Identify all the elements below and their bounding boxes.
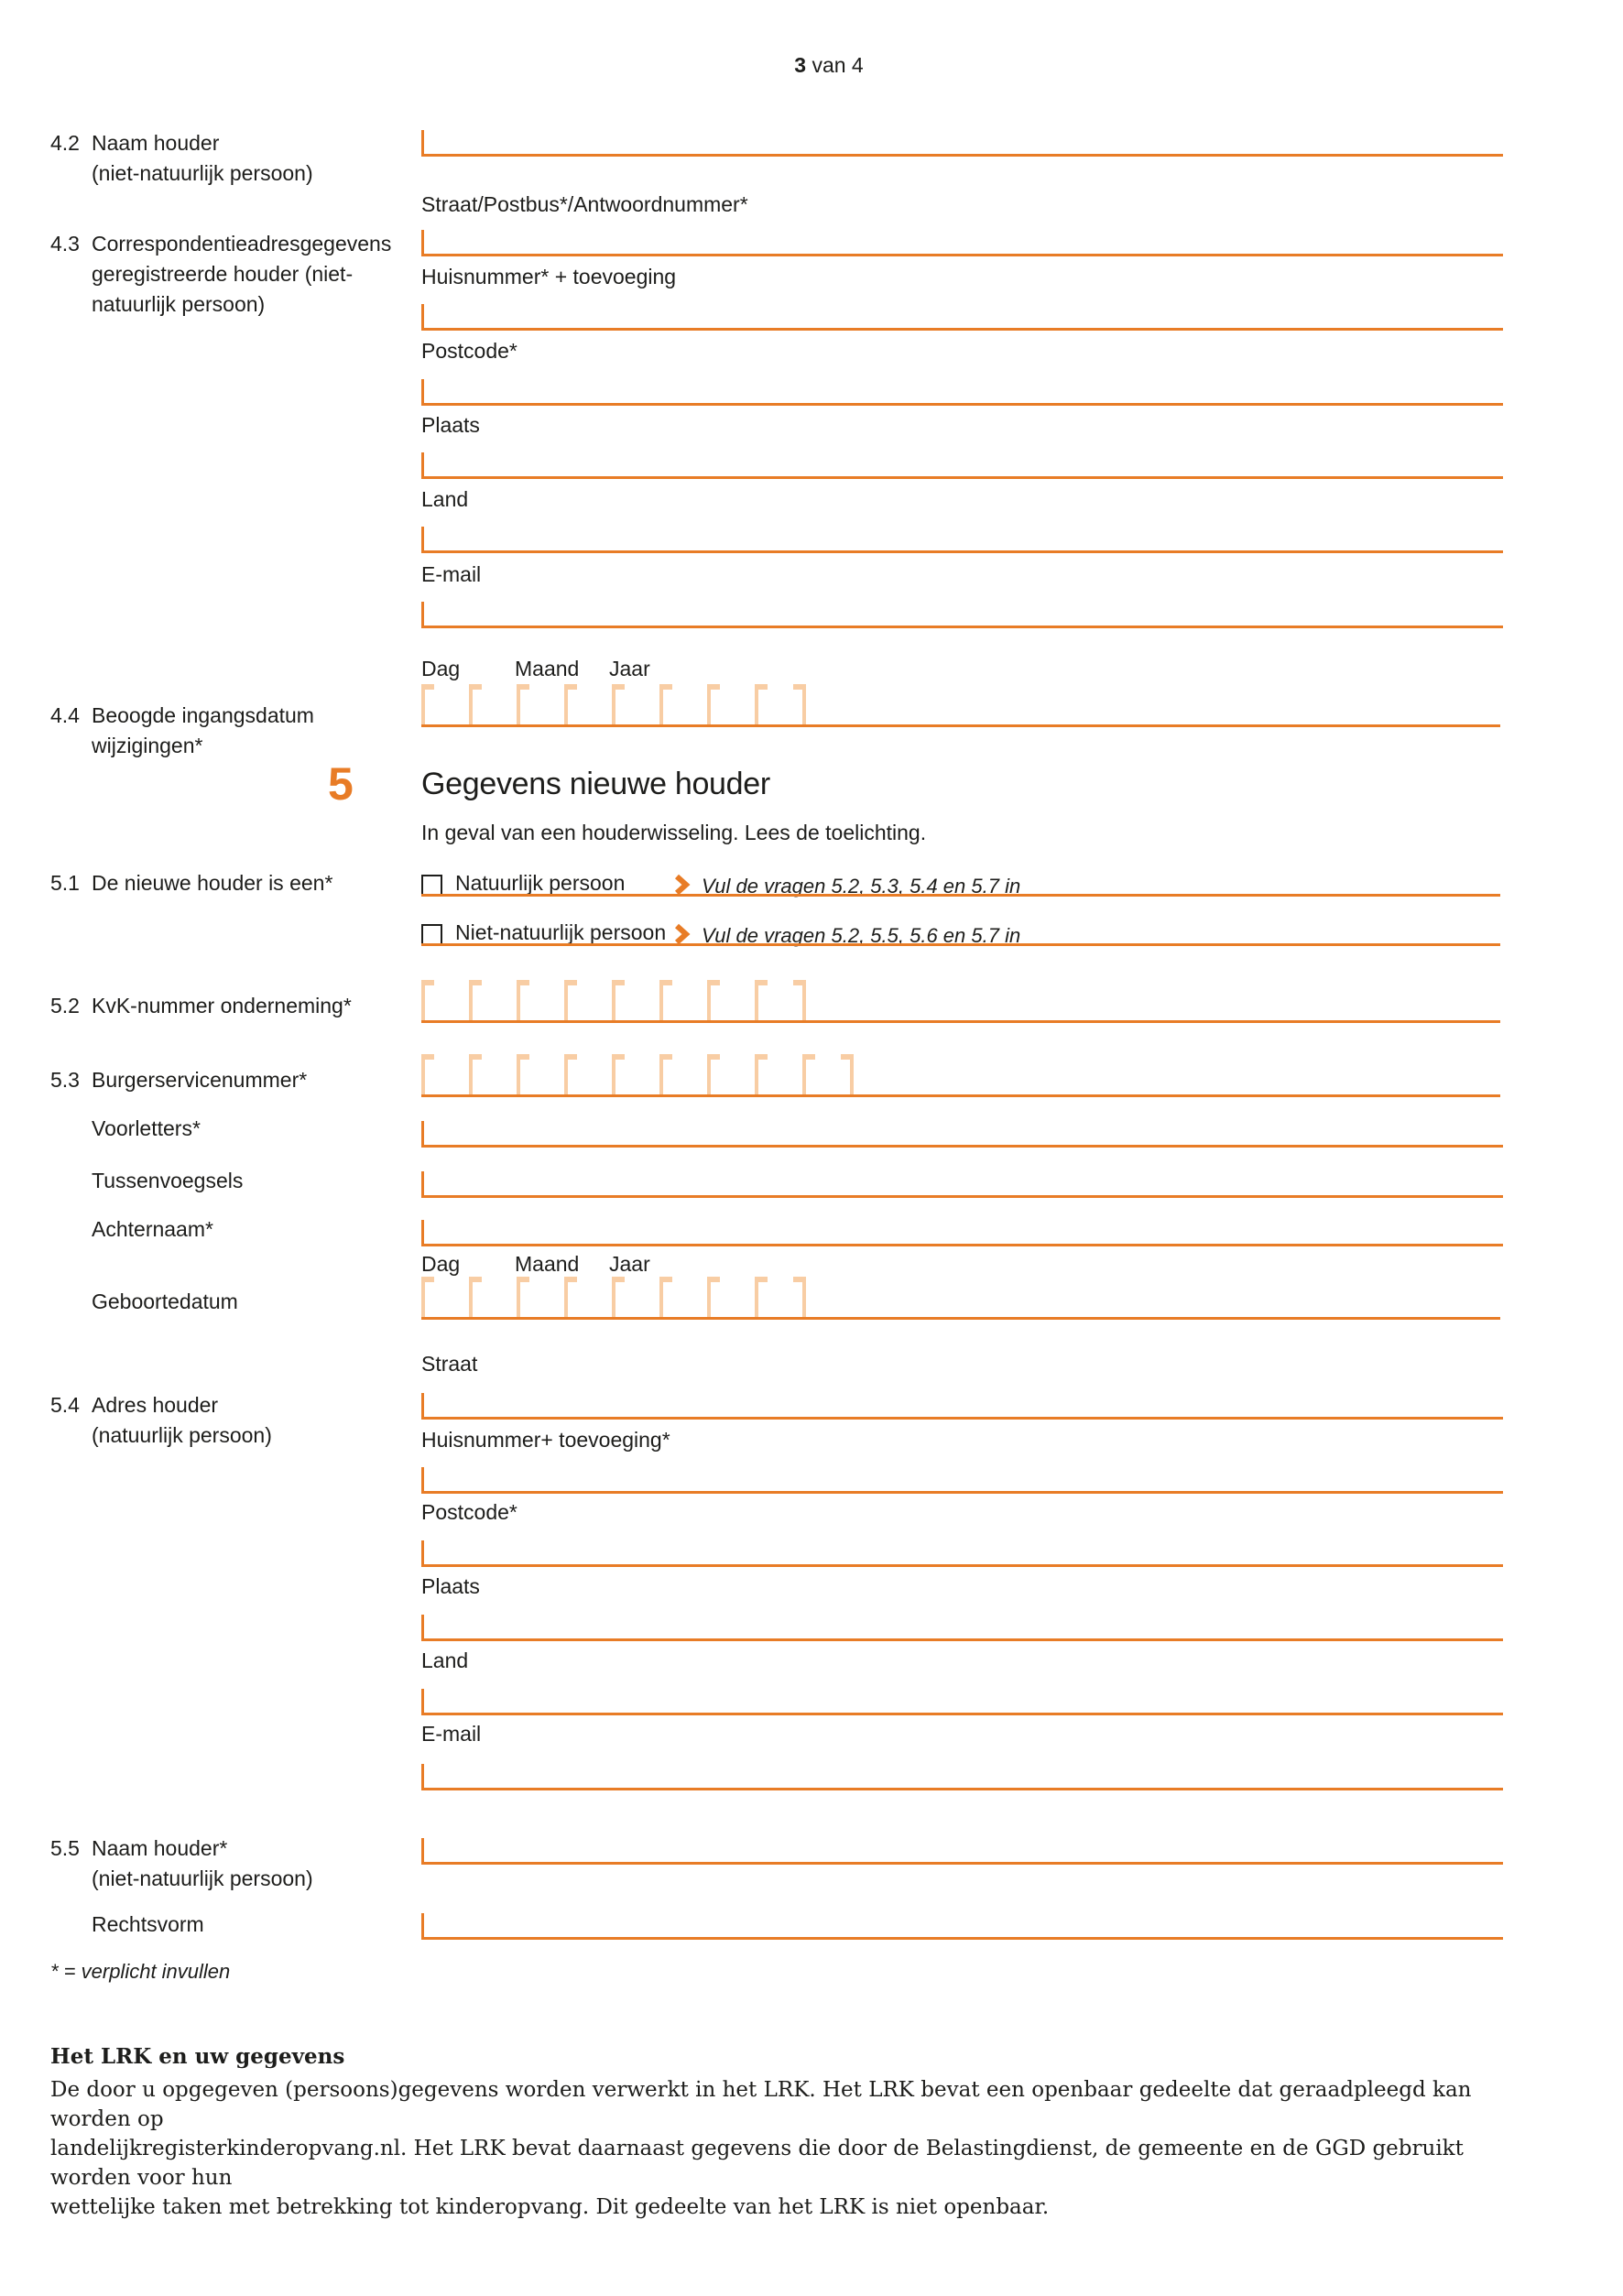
- rule-option-natuurlijk: [421, 894, 1500, 897]
- label-rechtsvorm: Rechtsvorm: [92, 1912, 204, 1936]
- page-number-of: van 4: [806, 53, 864, 77]
- question-number-5-2: 5.2: [50, 994, 80, 1017]
- label-adres-plaats: Plaats: [421, 1574, 480, 1598]
- input-corr-postcode[interactable]: [421, 379, 1503, 406]
- footer-paragraph-line2: landelijkregisterkinderopvang.nl. Het LRK bevat daarnaast gegevens die door de Belastingdienst, de gemeente en de GGD gebruikt worden voor hun: [50, 2137, 1464, 2190]
- input-adres-land[interactable]: [421, 1689, 1503, 1715]
- label-adres-land: Land: [421, 1649, 469, 1672]
- checkbox-natuurlijk-persoon[interactable]: [421, 875, 442, 896]
- input-adres-plaats[interactable]: [421, 1615, 1503, 1641]
- label-5-5-line2: (niet-natuurlijk persoon): [92, 1866, 313, 1890]
- question-number-5-5: 5.5: [50, 1836, 80, 1860]
- page-number-current: 3: [794, 53, 807, 77]
- label-4-3-line2: geregistreerde houder (niet-: [92, 262, 354, 286]
- label-dag-geboortedatum: Dag: [421, 1252, 461, 1276]
- label-4-2-line2: (niet-natuurlijk persoon): [92, 161, 313, 185]
- footer-paragraph: [50, 2075, 1534, 2222]
- label-4-4-line2: wijzigingen*: [92, 734, 203, 757]
- section-5-intro: In geval van een houderwisseling. Lees de toelichting.: [421, 821, 927, 844]
- section-5-number: 5: [328, 758, 354, 810]
- section-5-title: Gegevens nieuwe houder: [421, 767, 770, 801]
- footer-heading: Het LRK en uw gegevens: [50, 2044, 345, 2069]
- label-corr-email: E-mail: [421, 562, 482, 586]
- label-straat-postbus: Straat/Postbus*/Antwoordnummer*: [421, 192, 748, 216]
- label-5-4-line1: Adres houder: [92, 1393, 219, 1417]
- label-voorletters: Voorletters*: [92, 1116, 201, 1140]
- input-corr-straat[interactable]: [421, 230, 1503, 256]
- input-corr-plaats[interactable]: [421, 452, 1503, 479]
- label-adres-huisnummer: Huisnummer+ toevoeging*: [421, 1428, 670, 1452]
- question-number-5-4: 5.4: [50, 1393, 80, 1417]
- input-naam-houder-nieuw[interactable]: [421, 1838, 1503, 1865]
- question-number-5-1: 5.1: [50, 871, 80, 895]
- option-label-niet-natuurlijk-persoon: Niet-natuurlijk persoon: [455, 920, 667, 944]
- footer-paragraph-line1: De door u opgegeven (persoons)gegevens worden verwerkt in het LRK. Het LRK bevat een openbaar gedeelte dat geraadpleegd kan worden op: [50, 2078, 1472, 2131]
- input-geboortedatum-cells[interactable]: [421, 1277, 1500, 1320]
- input-adres-postcode[interactable]: [421, 1540, 1503, 1567]
- input-corr-huisnummer[interactable]: [421, 304, 1503, 331]
- input-naam-houder[interactable]: [421, 130, 1503, 157]
- label-corr-land: Land: [421, 487, 469, 511]
- label-4-3-line3: natuurlijk persoon): [92, 292, 266, 316]
- page-number: [35, 53, 1623, 78]
- input-kvk-cells[interactable]: [421, 980, 1500, 1023]
- label-jaar-4-4: Jaar: [609, 657, 650, 680]
- label-dag-4-4: Dag: [421, 657, 461, 680]
- label-adres-email: E-mail: [421, 1722, 482, 1746]
- input-bsn-cells[interactable]: [421, 1054, 1500, 1097]
- input-adres-huisnummer[interactable]: [421, 1467, 1503, 1494]
- label-5-3: Burgerservicenummer*: [92, 1068, 308, 1092]
- input-corr-email[interactable]: [421, 602, 1503, 628]
- label-corr-plaats: Plaats: [421, 413, 480, 437]
- label-geboortedatum: Geboortedatum: [92, 1289, 238, 1313]
- label-5-4-line2: (natuurlijk persoon): [92, 1423, 272, 1447]
- label-5-1: De nieuwe houder is een*: [92, 871, 333, 895]
- instruction-niet-natuurlijk-persoon: Vul de vragen 5.2, 5.5, 5.6 en 5.7 in: [702, 924, 1021, 947]
- question-number-4-2: 4.2: [50, 131, 80, 155]
- label-5-5-line1: Naam houder*: [92, 1836, 228, 1860]
- label-4-4-line1: Beoogde ingangsdatum: [92, 703, 314, 727]
- question-number-5-3: 5.3: [50, 1068, 80, 1092]
- footer-paragraph-line3: wettelijke taken met betrekking tot kinderopvang. Dit gedeelte van het LRK is niet openbaar.: [50, 2195, 1050, 2219]
- input-achternaam[interactable]: [421, 1220, 1503, 1246]
- label-corr-huisnummer: Huisnummer* + toevoeging: [421, 265, 677, 288]
- input-adres-email[interactable]: [421, 1764, 1503, 1790]
- option-label-natuurlijk-persoon: Natuurlijk persoon: [455, 871, 626, 895]
- label-maand-4-4: Maand: [515, 657, 580, 680]
- label-4-3-line1: Correspondentieadresgegevens: [92, 232, 392, 256]
- input-corr-land[interactable]: [421, 527, 1503, 553]
- required-note: * = verplicht invullen: [50, 1960, 231, 1983]
- label-achternaam: Achternaam*: [92, 1217, 213, 1241]
- input-rechtsvorm[interactable]: [421, 1913, 1503, 1940]
- input-adres-straat[interactable]: [421, 1393, 1503, 1420]
- question-number-4-3: 4.3: [50, 232, 80, 256]
- label-maand-geboortedatum: Maand: [515, 1252, 580, 1276]
- label-adres-straat: Straat: [421, 1352, 478, 1376]
- instruction-natuurlijk-persoon: Vul de vragen 5.2, 5.3, 5.4 en 5.7 in: [702, 875, 1021, 898]
- rule-option-niet-natuurlijk: [421, 943, 1500, 946]
- label-5-2: KvK-nummer onderneming*: [92, 994, 352, 1017]
- checkbox-niet-natuurlijk-persoon[interactable]: [421, 924, 442, 945]
- input-ingangsdatum-cells[interactable]: [421, 684, 1500, 727]
- question-number-4-4: 4.4: [50, 703, 80, 727]
- input-tussenvoegsels[interactable]: [421, 1171, 1503, 1198]
- label-adres-postcode: Postcode*: [421, 1500, 517, 1524]
- label-tussenvoegsels: Tussenvoegsels: [92, 1169, 244, 1192]
- label-jaar-geboortedatum: Jaar: [609, 1252, 650, 1276]
- label-corr-postcode: Postcode*: [421, 339, 517, 363]
- label-4-2-line1: Naam houder: [92, 131, 220, 155]
- input-voorletters[interactable]: [421, 1121, 1503, 1148]
